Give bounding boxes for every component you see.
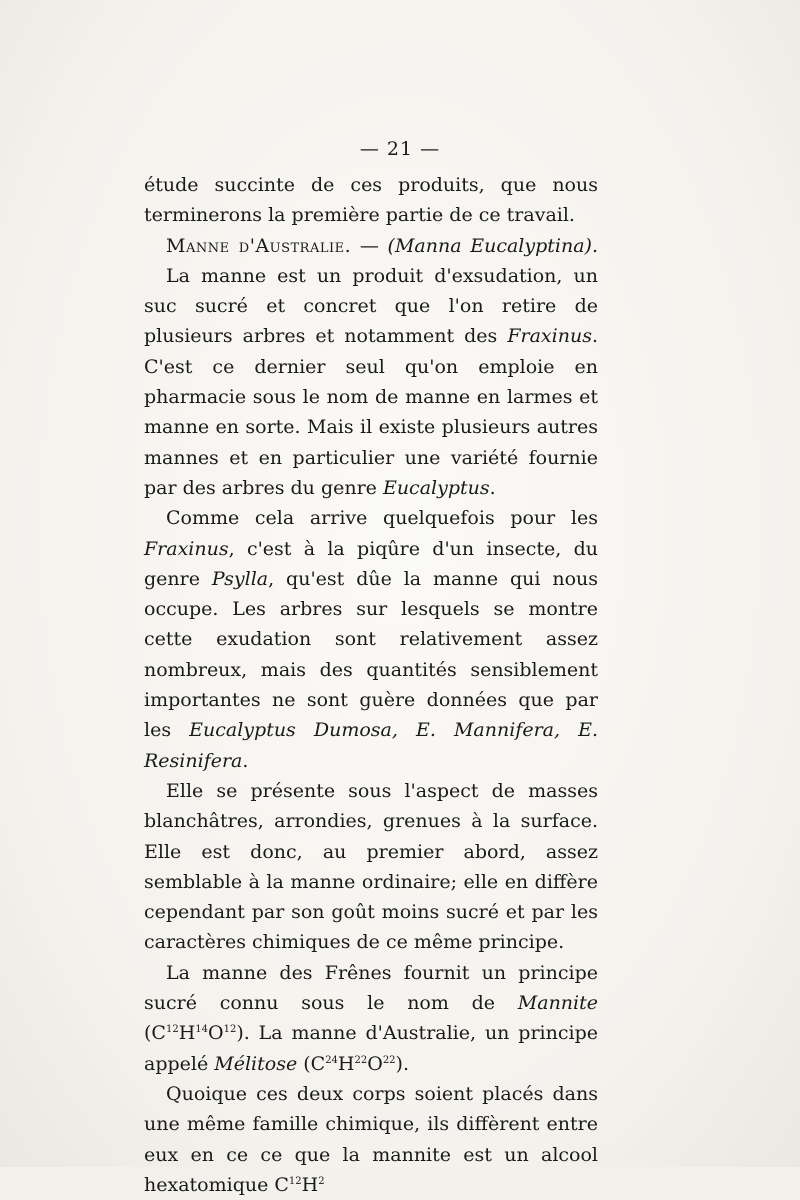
formula-index: 12 bbox=[288, 1175, 302, 1187]
section-heading bbox=[144, 231, 598, 261]
text-run: . bbox=[242, 749, 249, 772]
heading-title: Manne d'Australie. bbox=[166, 234, 352, 257]
formula-index: 2 bbox=[318, 1175, 325, 1187]
text-run: Quoique ces deux corps soient placés dans une même famille chimique, ils diffèrent entre eux en ce ce que la mannite est un alcool hexatomique C bbox=[144, 1082, 598, 1196]
heading-dash: — bbox=[351, 234, 388, 257]
text-run: La manne des Frênes fournit un principe sucré connu sous le nom de bbox=[144, 961, 598, 1015]
body-text bbox=[144, 170, 598, 1200]
italic-term: Eucalyptus bbox=[382, 476, 490, 499]
formula-part: (C bbox=[297, 1052, 326, 1075]
text-run: . bbox=[489, 476, 496, 499]
formula-part: O bbox=[208, 1022, 224, 1045]
paragraph-4 bbox=[144, 503, 598, 776]
italic-term: Mannite bbox=[517, 992, 598, 1015]
formula-index: 12 bbox=[223, 1024, 237, 1036]
paragraph-3 bbox=[144, 261, 598, 503]
paragraph-5: Elle se présente sous l'aspect de masses blanchâtres, arrondies, grenues à la surface. Elle est donc, au premier abord, assez semblable à la manne ordinaire; elle en diffère cependant par son goût moins sucré et par les caractères chimiques de ce même principe. bbox=[144, 779, 598, 954]
italic-term: Mélitose bbox=[214, 1052, 298, 1075]
paragraph-7 bbox=[144, 1079, 598, 1200]
formula-index: 24 bbox=[325, 1054, 338, 1066]
formula-part: H bbox=[178, 1022, 196, 1045]
text-run: . bbox=[402, 1052, 410, 1075]
italic-term: Fraxinus bbox=[507, 325, 592, 348]
formula-index: 22 bbox=[354, 1054, 368, 1066]
formula-index: 22 bbox=[382, 1054, 396, 1066]
formula-part: ) bbox=[236, 1022, 244, 1045]
formula-part: (C bbox=[144, 1022, 166, 1045]
italic-term: Psylla bbox=[211, 567, 269, 590]
text-run: . C'est ce dernier seul qu'on emploie en pharmacie sous le nom de manne en larmes et manne en sorte. Mais il existe plusieurs autres mannes et en particulier une variété fournie par des arbres du genre bbox=[144, 325, 598, 499]
text-run: , c'est à la piqûre d'un insecte, du genre bbox=[144, 537, 598, 590]
formula-part: O bbox=[367, 1052, 383, 1075]
formula-part: H bbox=[337, 1052, 355, 1075]
text-run: . La manne d'Australie, un principe appelé bbox=[144, 1022, 598, 1075]
formula-part: H bbox=[301, 1173, 319, 1196]
chemical-formula bbox=[297, 1053, 403, 1075]
formula-index: 14 bbox=[195, 1024, 208, 1036]
formula-part: ) bbox=[395, 1052, 403, 1075]
text-run: La manne est un produit d'exsudation, un suc sucré et concret que l'on retire de plusieurs arbres et notamment des bbox=[144, 264, 598, 348]
text-run: , qu'est dûe la manne qui nous occupe. Les arbres sur lesquels se montre cette exudation sont relativement assez nombreux, mais des quantités sensiblement importantes ne sont guère données que par les bbox=[144, 567, 599, 742]
text-run: Comme cela arrive quelquefois pour les bbox=[166, 507, 598, 530]
chemical-formula bbox=[144, 1022, 244, 1044]
page-number: — 21 — bbox=[359, 138, 441, 160]
paragraph-1: étude succinte de ces produits, que nous terminerons la première partie de ce travail. bbox=[144, 174, 598, 227]
italic-term: Eucalyptus Dumosa, E. Mannifera, E. Resinifera bbox=[144, 719, 598, 772]
heading-latin-name: (Manna Eucalyptina). bbox=[387, 234, 599, 257]
paragraph-6 bbox=[144, 958, 598, 1079]
italic-term: Fraxinus bbox=[144, 537, 229, 560]
formula-index: 12 bbox=[165, 1024, 179, 1036]
